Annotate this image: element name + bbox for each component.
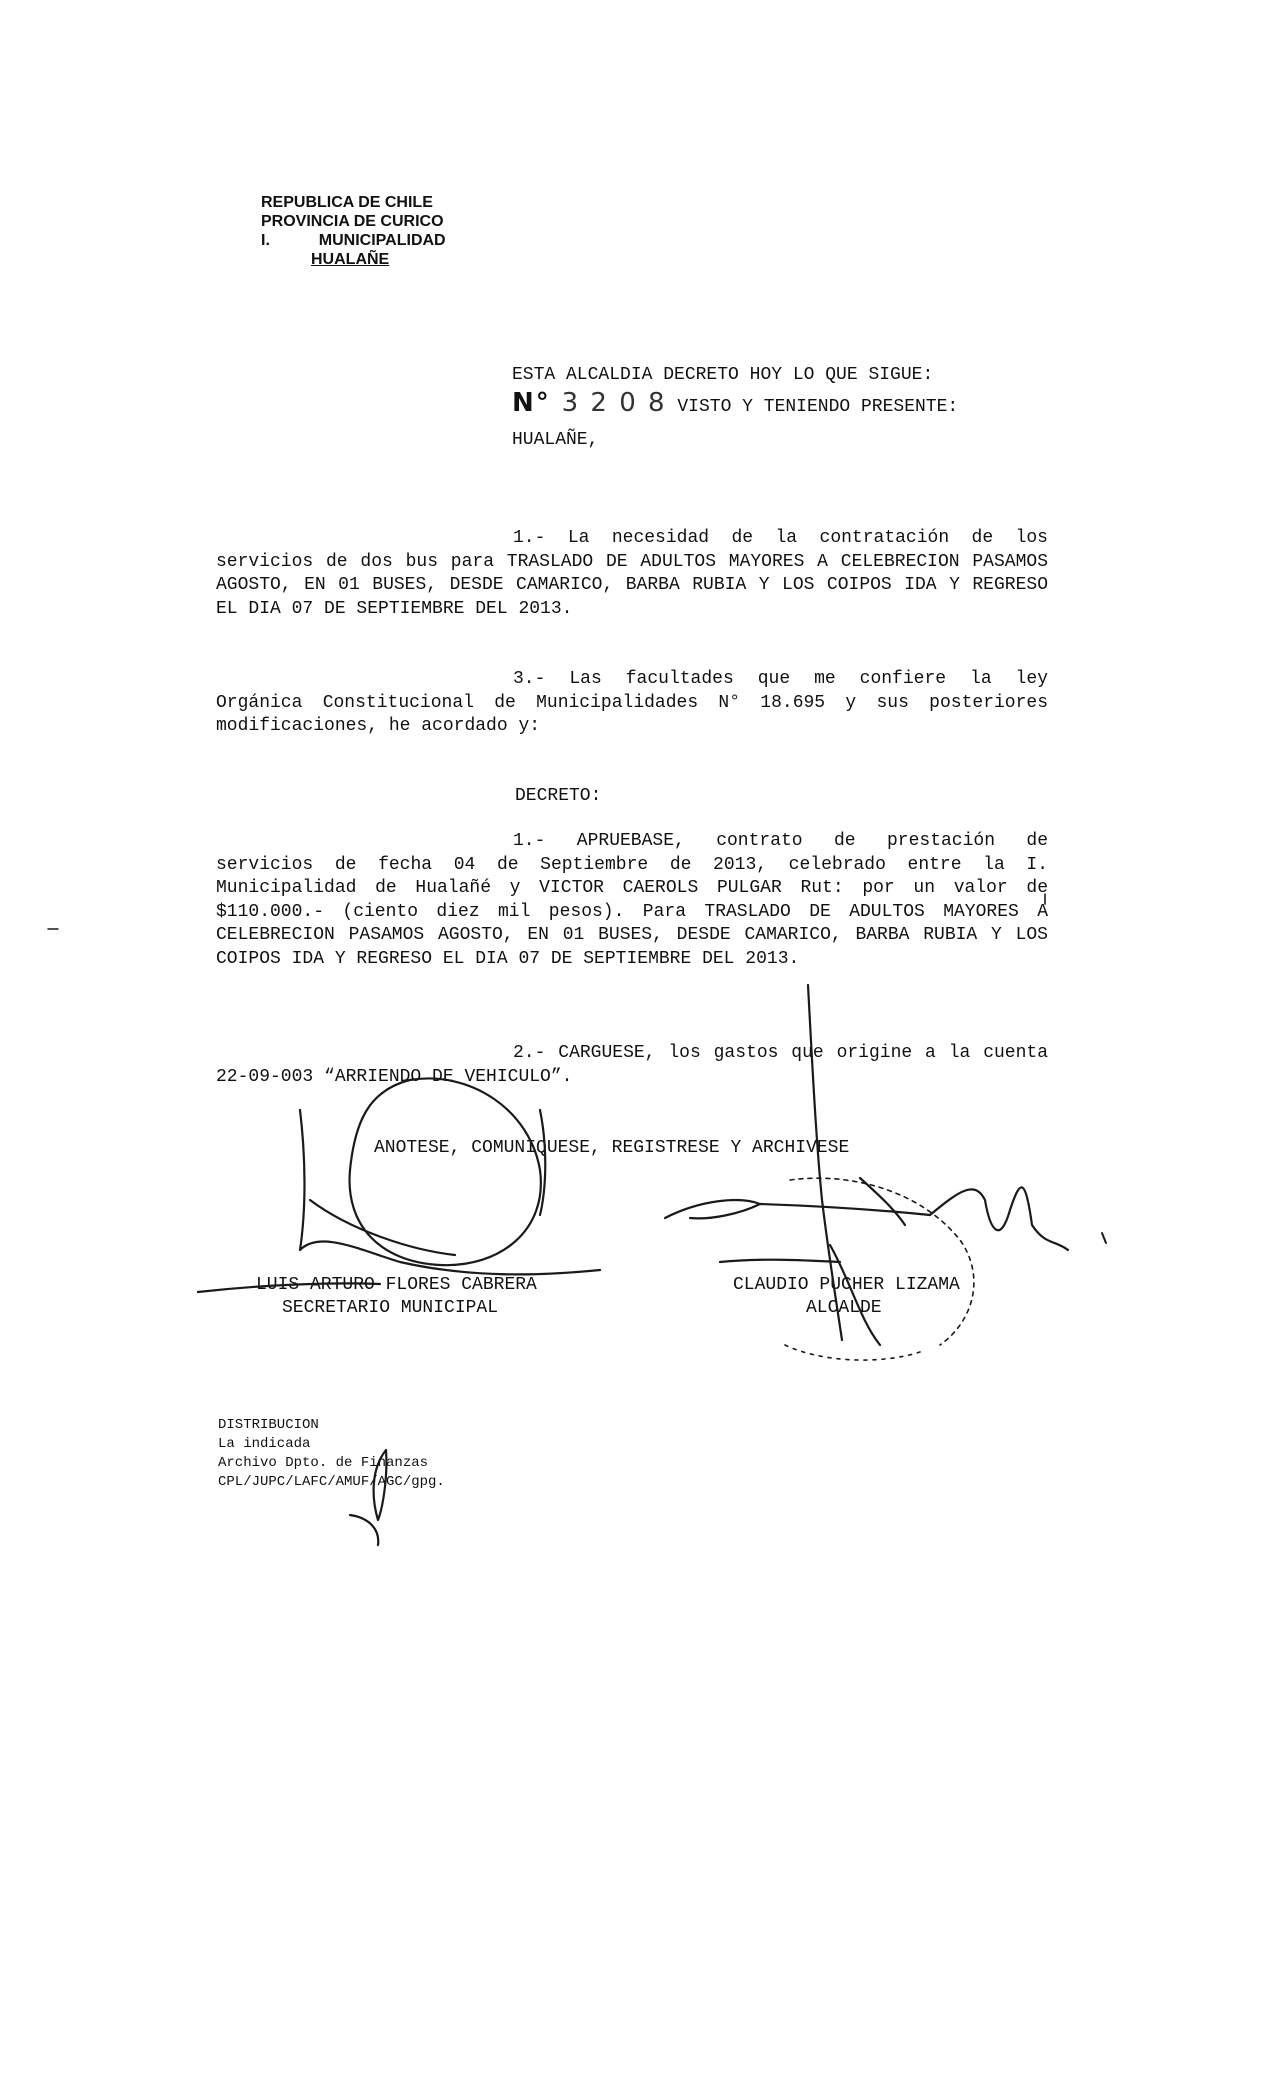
- intro-place: HUALAÑE,: [512, 430, 599, 450]
- intro-alcaldia: ESTA ALCALDIA DECRETO HOY LO QUE SIGUE:: [512, 365, 934, 385]
- alcalde-seal: [790, 1178, 974, 1345]
- decree-number-line: [512, 388, 958, 418]
- distribucion-title: DISTRIBUCION: [218, 1417, 319, 1433]
- secretario-signature: [300, 1110, 600, 1274]
- decreto-title: DECRETO:: [515, 786, 602, 806]
- letterhead-line-3: [261, 231, 446, 250]
- intro-visto: VISTO Y TENIENDO PRESENTE:: [677, 397, 959, 417]
- distribucion-block: [218, 1416, 445, 1492]
- letterhead-municipalidad: MUNICIPALIDAD: [318, 232, 446, 249]
- alcalde-title: ALCALDE: [806, 1298, 882, 1318]
- articulo-1: 1.- APRUEBASE, contrato de prestación de servicios de fecha 04 de Septiembre de 2013, celebrado entre la I. Municipalidad de Hualañé y VICTOR CAEROLS PULGAR Rut: por un valor de $110.000.- (ciento diez mil pesos). Para TRASLADO DE ADULTOS MAYORES A CELEBRECION PASAMOS AGOSTO, EN 01 BUSES, DESDE CAMARICO, BARBA RUBIA Y LOS COIPOS IDA Y REGRESO EL DIA 07 DE SEPTIEMBRE DEL 2013.: [216, 831, 1048, 969]
- letterhead-line-2: PROVINCIA DE CURICO: [261, 213, 444, 230]
- alcalde-name: CLAUDIO PUCHER LIZAMA: [733, 1275, 960, 1295]
- distribucion-line-3: CPL/JUPC/LAFC/AMUF/AGC/gpg.: [218, 1474, 445, 1490]
- distribucion-line-1: La indicada: [218, 1436, 311, 1452]
- considerando-3: 3.- Las facultades que me confiere la ley Orgánica Constitucional de Municipalidades N° 18.695 y sus posteriores modificaciones, he acordado y:: [216, 669, 1048, 736]
- decree-number-value: 3 2 0 8: [561, 388, 667, 418]
- letterhead-line-4: HUALAÑE: [311, 251, 390, 268]
- alcalde-signature: [665, 1200, 760, 1218]
- distribucion-line-2: Archivo Dpto. de Finanzas: [218, 1455, 429, 1471]
- letterhead-line-1: REPUBLICA DE CHILE: [261, 194, 433, 211]
- letterhead-prefix: I.: [261, 232, 270, 249]
- secretario-seal: [350, 1078, 541, 1265]
- decree-number-label: N°: [512, 388, 551, 418]
- secretario-title: SECRETARIO MUNICIPAL: [282, 1298, 499, 1318]
- considerando-1: 1.- La necesidad de la contratación de los servicios de dos bus para TRASLADO DE ADULTOS MAYORES A CELEBRECION PASAMOS AGOSTO, EN 01 BUSES, DESDE CAMARICO, BARBA RUBIA Y LOS COIPOS IDA Y REGRESO EL DIA 07 DE SEPTIEMBRE DEL 2013.: [216, 528, 1048, 619]
- secretario-name: LUIS ARTURO FLORES CABRERA: [256, 1275, 537, 1295]
- closing-formula: ANOTESE, COMUNIQUESE, REGISTRESE Y ARCHIVESE: [374, 1138, 850, 1158]
- articulo-2: 2.- CARGUESE, los gastos que origine a la cuenta 22-09-003 “ARRIENDO DE VEHICULO”.: [216, 1043, 1048, 1087]
